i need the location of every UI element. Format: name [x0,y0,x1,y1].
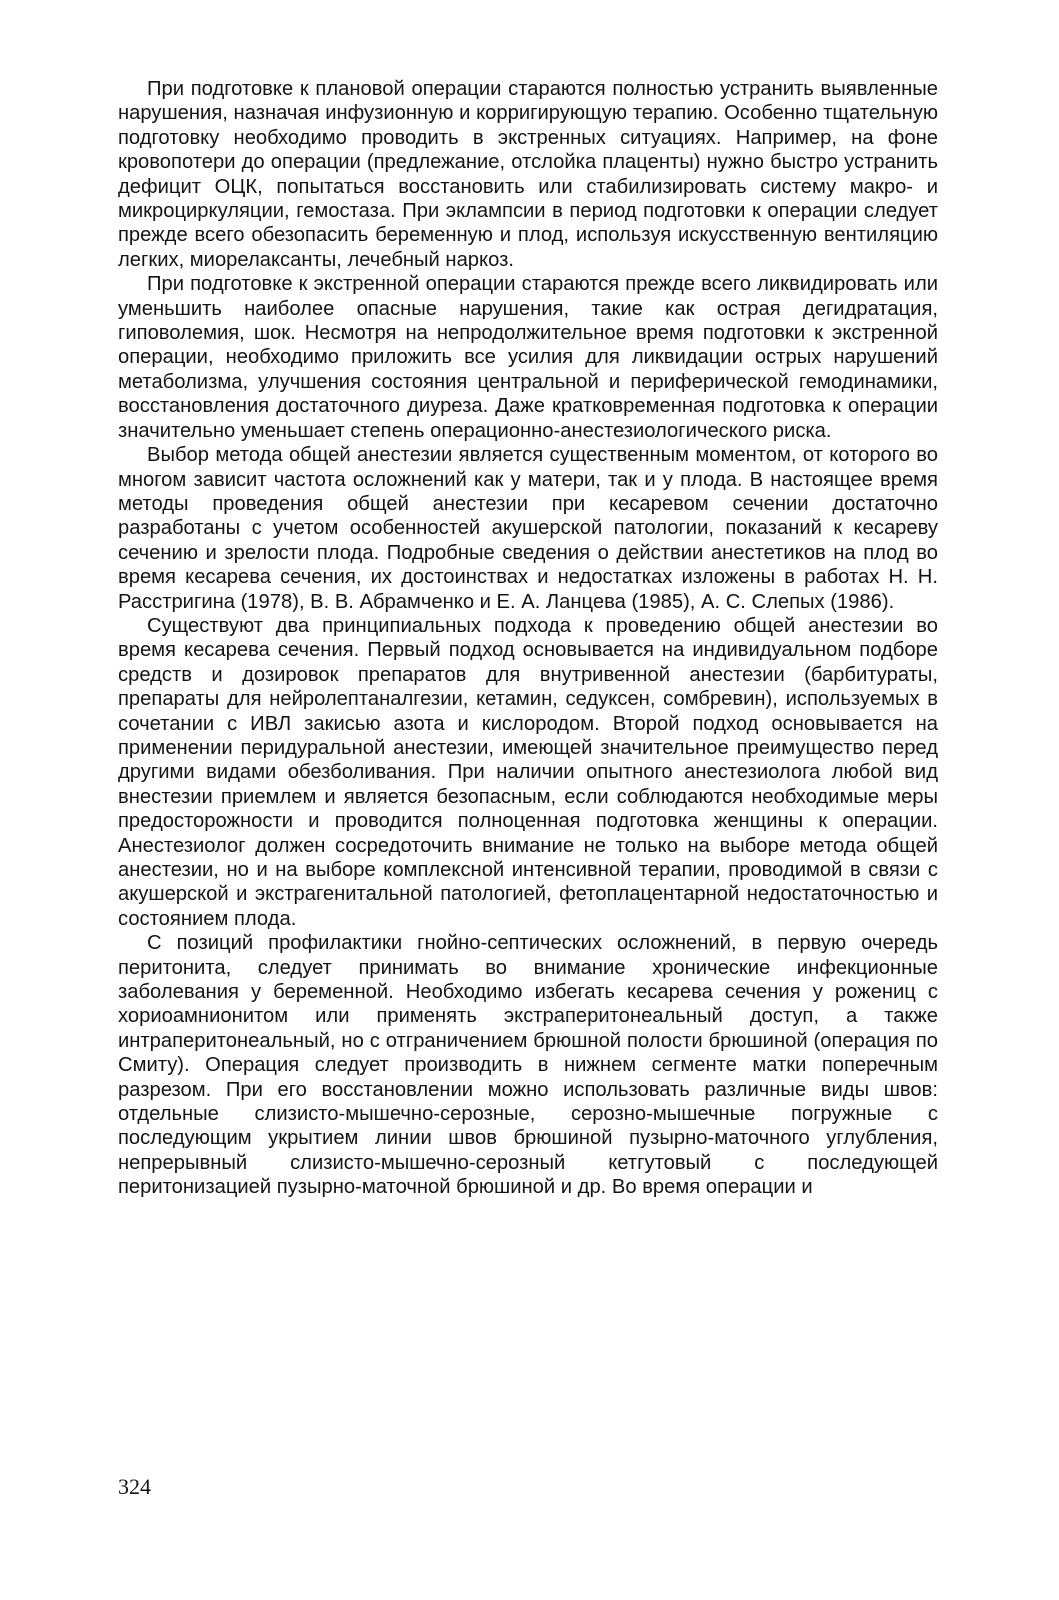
paragraph-infection-prevention: С позиций профилактики гнойно-септических осложнений, в первую очередь перитонита, следует принимать во внимание хронические инфекционные заболевания у беременной. Необходимо избегать кесарева сечения у рожениц с хориоамнионитом или применять экстраперитонеальный доступ, а также интраперитонеальный, но с отграничением брюшной полости брюшиной (операция по Смиту). Операция следует производить в нижнем сегменте матки поперечным разрезом. При его восстановлении можно использовать различные виды швов: отдельные слизисто-мышечно-серозные, серозно-мышечные погружные с последующим укрытием линии швов брюшиной пузырно-маточного углубления, непрерывный слизисто-мышечно-серозный кетгутовый с последующей перитонизацией пузырно-маточной брюшиной и др. Во время операции и [118,932,938,1199]
paragraph-emergency-surgery-prep: При подготовке к экстренной операции стараются прежде всего ликвидировать или уменьшить наиболее опасные нарушения, такие как острая дегидратация, гиповолемия, шок. Несмотря на непродолжительное время подготовки к экстренной операции, необходимо приложить все усилия для ликвидации острых нарушений метаболизма, улучшения состояния центральной и периферической гемодинамики, восстановления достаточного диуреза. Даже кратковременная подготовка к операции значительно уменьшает степень операционно-анестезиологического риска. [118,273,938,442]
paragraph-planned-surgery-prep: При подготовке к плановой операции стараются полностью устранить выявленные нарушения, назначая инфузионную и корригирующую терапию. Особенно тщательную подготовку необходимо проводить в экстренных ситуациях. Например, на фоне кровопотери до операции (предлежание, отслойка плаценты) нужно быстро устранить дефицит ОЦК, попытаться восстановить или стабилизировать систему макро- и микроциркуляции, гемостаза. При эклампсии в период подготовки к операции следует прежде всего обезопасить беременную и плод, используя искусственную вентиляцию легких, миорелаксанты, лечебный наркоз. [118,78,938,271]
page-number: 324 [118,1474,151,1499]
paragraph-anesthesia-approaches: Существуют два принципиальных подхода к проведению общей анестезии во время кесарева сечения. Первый подход основывается на индивидуальном подборе средств и дозировок препаратов для внутривенной анестезии (барбитураты, препараты для нейролептаналгезии, кетамин, седуксен, сомбревин), используемых в сочетании с ИВЛ закисью азота и кислородом. Второй подход основывается на применении перидуральной анестезии, имеющей значительное преимущество перед другими видами обезболивания. При наличии опытного анестезиолога любой вид внестезии приемлем и является безопасным, если соблюдаются необходимые меры предосторожности и проводится полноценная подготовка женщины к операции. Анестезиолог должен сосредоточить внимание не только на выборе метода общей анестезии, но и на выборе комплексной интенсивной терапии, проводимой в связи с акушерской и экстрагенитальной патологией, фетоплацентарной недостаточностью и состоянием плода. [118,614,938,930]
page-body [118,77,938,1200]
paragraph-anesthesia-method-choice: Выбор метода общей анестезии является существенным моментом, от которого во многом зависит частота осложнений как у матери, так и у плода. В настоящее время методы проведения общей анестезии при кесаревом сечении достаточно разработаны с учетом особенностей акушерской патологии, показаний к кесареву сечению и зрелости плода. Подробные сведения о действии анестетиков на плод во время кесарева сечения, их достоинствах и недостатках изложены в работах Н. Н. Расстригина (1978), В. В. Абрамченко и Е. А. Ланцева (1985), А. С. Слепых (1986). [118,444,938,613]
